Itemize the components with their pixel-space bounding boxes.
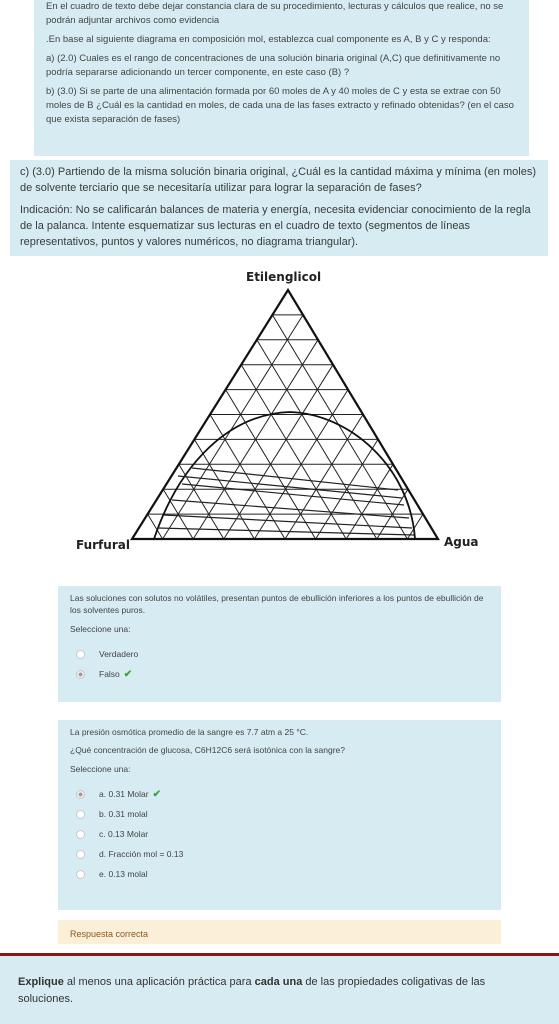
explain-bold-1: Explique (18, 976, 64, 988)
check-icon: ✔ (152, 788, 162, 800)
grid-line (241, 365, 346, 539)
instructions-panel (34, 0, 529, 156)
vertex-right-label: Agua (444, 535, 479, 549)
explain-text-2: de las propiedades coligativas de las soluciones. (18, 976, 486, 1005)
option-label: c. 0.13 Molar (99, 829, 149, 839)
radio-e[interactable] (76, 870, 85, 879)
quiz1-option-verdadero[interactable] (70, 644, 489, 664)
radio-a[interactable] (76, 790, 85, 799)
quiz2-option-a[interactable] (70, 784, 489, 804)
vertex-left-label: Furfural (76, 538, 130, 552)
instructions-text: En el cuadro de texto debe dejar constancia clara de su procedimiento, lecturas y cálculos que realice, no se podrán adjuntar archivos como evidencia (46, 1, 504, 26)
quiz2-option-e[interactable] (70, 864, 489, 884)
question-c-hint: Indicación: No se calificarán balances de materia y energía, necesita evidenciar conocimiento de la regla de la palanca. Intente esquematizar sus lecturas en el cuadro de texto (segmentos de líneas representativos, puntos y valores numéricos, no diagrama triangular). (20, 204, 531, 248)
quiz2-question: ¿Qué concentración de glucosa, C6H12C6 será isotónica con la sangre? (70, 745, 345, 755)
question-c-panel (10, 160, 548, 256)
explain-text-1: al menos una aplicación práctica para (63, 976, 255, 988)
radio-c[interactable] (76, 830, 85, 839)
radio-verdadero[interactable] (76, 650, 85, 659)
question-c: c) (3.0) Partiendo de la misma solución binaria original, ¿Cuál es la cantidad máxima y mínima (en moles) de solvente terciario que se necesitaría utilizar para lograr la separación de fases? (20, 166, 536, 194)
quiz-question-1 (58, 586, 501, 702)
explain-bold-2: cada una (254, 976, 303, 988)
quiz2-statement: La presión osmótica promedio de la sangre es 7.7 atm a 25 °C. (70, 727, 309, 737)
quiz1-prompt: Seleccione una: (70, 624, 131, 634)
check-icon: ✔ (123, 668, 133, 680)
ternary-diagram (60, 262, 490, 562)
binodal-curve (154, 412, 415, 539)
option-label: e. 0.13 molal (99, 869, 148, 879)
grid-line (224, 365, 333, 539)
grid-line (272, 315, 407, 539)
grid-line (163, 315, 303, 539)
option-label: Verdadero (99, 649, 139, 659)
quiz2-option-d[interactable] (70, 844, 489, 864)
quiz2-prompt: Seleccione una: (70, 764, 131, 774)
explain-question (0, 956, 559, 1024)
quiz2-option-c[interactable] (70, 824, 489, 844)
question-b: b) (3.0) Si se parte de una alimentación formada por 60 moles de A y 40 moles de C y esta se extrae con 50 moles de B ¿Cuál es la cantidad en moles, de cada una de las fases extracto y refinado obtenidas? (en el caso que exista separación de fases) (46, 86, 514, 125)
quiz1-statement: Las soluciones con solutos no volátiles, presentan puntos de ebullición inferiores a los puntos de ebullición de los solventes puros. (70, 593, 484, 615)
vertex-top-label: Etilenglicol (246, 270, 322, 284)
quiz2-option-b[interactable] (70, 804, 489, 824)
option-label: b. 0.31 molal (99, 809, 148, 819)
diagram-instruction: .En base al siguiente diagrama en composición mol, establezca cual componente es A, B y C y responda: (46, 34, 491, 45)
radio-falso[interactable] (76, 670, 85, 679)
quiz-question-2 (58, 720, 501, 910)
option-label: d. Fracción mol = 0.13 (99, 849, 184, 859)
radio-b[interactable] (76, 810, 85, 819)
option-label: a. 0.31 Molar (99, 789, 149, 799)
quiz1-option-falso[interactable] (70, 664, 489, 684)
feedback-correct: Respuesta correcta (58, 920, 501, 944)
grid-line (285, 415, 363, 540)
radio-d[interactable] (76, 850, 85, 859)
question-a: a) (2.0) Cuales es el rango de concentraciones de una solución binaria original (A,C) que definitivamente no podría separarse adicionando un tercer componente, en este caso (B) ? (46, 53, 501, 78)
option-label: Falso (99, 669, 120, 679)
ternary-diagram-svg (60, 262, 490, 562)
